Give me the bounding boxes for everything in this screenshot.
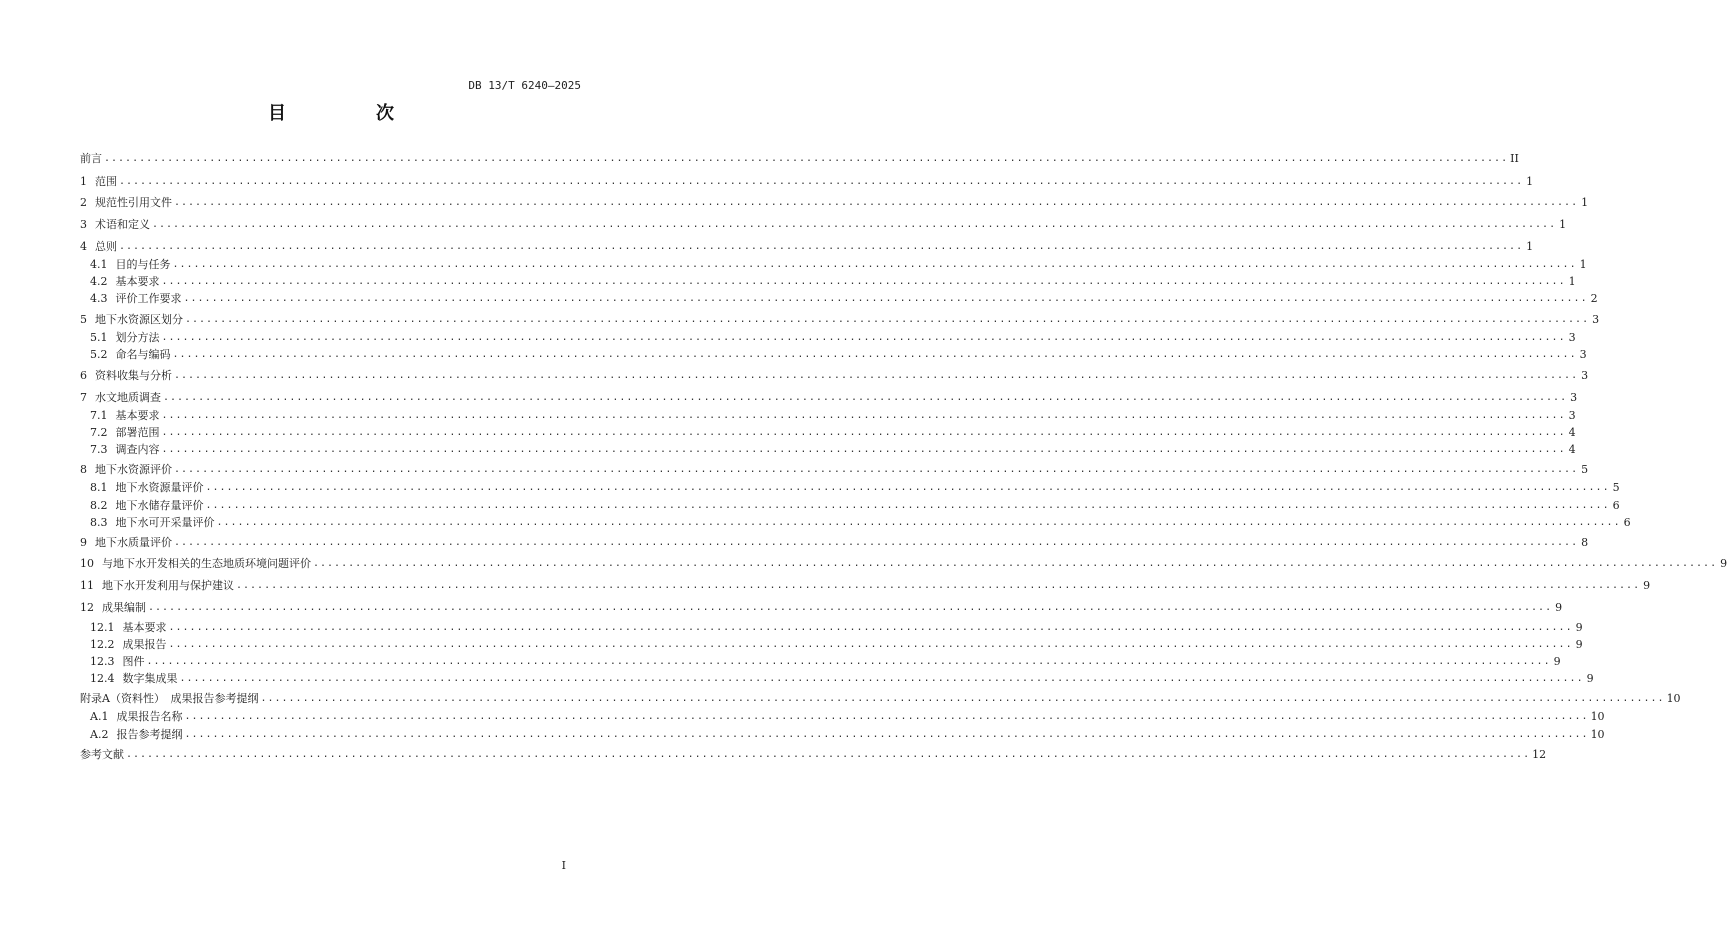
leader-dots: ........................................................................................................................................................................................................ <box>313 558 1718 569</box>
toc-entry-label <box>90 275 160 289</box>
toc-entry-label <box>80 692 258 706</box>
toc-entry[interactable] <box>80 746 1547 762</box>
toc-entry-label <box>90 331 160 345</box>
leader-dots: ........................................................................................................................................................................................................ <box>161 410 1566 421</box>
leader-dots: ........................................................................................................................................................................................................ <box>146 656 1551 667</box>
leader-dots: ........................................................................................................................................................................................................ <box>174 464 1579 475</box>
leader-dots: ........................................................................................................................................................................................................ <box>260 693 1665 704</box>
leader-dots: ........................................................................................................................................................................................................ <box>174 197 1579 208</box>
toc-entry-number: 8.1 <box>90 481 108 494</box>
toc-entry-label <box>90 348 171 362</box>
toc-entry[interactable] <box>90 256 1587 272</box>
leader-dots: ........................................................................................................................................................................................................ <box>216 517 1621 528</box>
toc-entry-text: 参考文献 <box>80 748 124 761</box>
leader-dots: ........................................................................................................................................................................................................ <box>183 293 1588 304</box>
toc-entry-number: 12.1 <box>90 621 115 634</box>
toc-entry-page: 6 <box>1612 499 1620 512</box>
toc-entry-label <box>80 218 150 232</box>
toc-entry-page: 1 <box>1581 196 1589 209</box>
toc-entry-page: 1 <box>1559 218 1567 231</box>
toc-entry-page: 10 <box>1590 728 1605 741</box>
toc-entry-text: 目的与任务 <box>115 258 171 271</box>
toc-entry-text: 地下水储存量评价 <box>115 499 204 512</box>
toc-entry-page: 10 <box>1666 692 1681 705</box>
toc-entry-label <box>90 728 182 742</box>
toc-entry-label <box>90 258 171 272</box>
toc-entry-number: 4.3 <box>90 292 108 305</box>
leader-dots: ........................................................................................................................................................................................................ <box>184 711 1589 722</box>
leader-dots: ........................................................................................................................................................................................................ <box>152 219 1557 230</box>
toc-entry-number: 8 <box>80 463 87 476</box>
toc-entry-label <box>90 672 178 686</box>
toc-entry-text: 部署范围 <box>115 426 160 439</box>
toc-entry[interactable] <box>80 150 1519 166</box>
toc-entry-number: 8.3 <box>90 516 108 529</box>
toc-entry-text: 与地下水开发相关的生态地质环境问题评价 <box>102 557 311 570</box>
leader-dots: ........................................................................................................................................................................................................ <box>119 176 1524 187</box>
toc-entry-page: 1 <box>1579 258 1587 271</box>
toc-entry-label <box>80 240 117 254</box>
toc-entry-label <box>90 516 215 530</box>
toc-entry[interactable] <box>90 479 1620 495</box>
toc-entry-label <box>80 313 183 327</box>
toc-entry-page: 9 <box>1555 601 1563 614</box>
toc-entry-text: 划分方法 <box>115 331 160 344</box>
toc-entry-text: 范围 <box>95 175 117 188</box>
toc-entry[interactable] <box>90 653 1561 669</box>
toc-entry-page: 3 <box>1568 331 1576 344</box>
toc-entry-text: 地下水资源量评价 <box>115 481 204 494</box>
toc-entry[interactable] <box>80 461 1589 477</box>
toc-entry-text: 图件 <box>122 655 145 668</box>
toc-entry-label <box>80 579 234 593</box>
leader-dots: ........................................................................................................................................................................................................ <box>172 259 1577 270</box>
toc-entry-text: 基本要求 <box>115 275 160 288</box>
leader-dots: ........................................................................................................................................................................................................ <box>205 500 1610 511</box>
toc-entry-text: 成果报告名称 <box>116 710 183 723</box>
toc-entry-page: 9 <box>1586 672 1594 685</box>
leader-dots: ........................................................................................................................................................................................................ <box>184 729 1589 740</box>
toc-entry[interactable] <box>90 636 1583 652</box>
toc-entry[interactable] <box>90 514 1631 530</box>
toc-entry-label <box>80 369 172 383</box>
toc-entry[interactable] <box>80 238 1534 254</box>
toc-entry-text: 地下水可开采量评价 <box>115 516 215 529</box>
toc-entry-label <box>80 196 172 210</box>
leader-dots: ........................................................................................................................................................................................................ <box>168 622 1573 633</box>
toc-entry-number: 12 <box>80 601 94 614</box>
toc-entry[interactable] <box>80 311 1600 327</box>
toc-entry-page: 12 <box>1532 748 1547 761</box>
toc-entry-number: 3 <box>80 218 87 231</box>
toc-entry-page: 3 <box>1581 369 1589 382</box>
toc-entry-number: 4 <box>80 240 87 253</box>
toc-entry-number: 8.2 <box>90 499 108 512</box>
toc-entry-page: 3 <box>1579 348 1587 361</box>
leader-dots: ........................................................................................................................................................................................................ <box>174 537 1579 548</box>
toc-entry-page: 1 <box>1526 175 1534 188</box>
toc-entry-page: 4 <box>1568 426 1576 439</box>
toc-entry-label <box>90 710 182 724</box>
toc-entry-page: 9 <box>1553 655 1561 668</box>
toc-entry-page: 10 <box>1590 710 1605 723</box>
page-number: I <box>561 859 566 872</box>
toc-entry[interactable] <box>90 424 1576 440</box>
toc-entry-text: 附录A（资料性） 成果报告参考提纲 <box>80 692 259 705</box>
toc-entry-label <box>90 481 204 495</box>
toc-entry-label <box>80 152 102 166</box>
toc-entry[interactable] <box>80 173 1534 189</box>
toc-entry-label <box>80 748 124 762</box>
toc-entry[interactable] <box>90 346 1587 362</box>
leader-dots: ........................................................................................................................................................................................................ <box>179 673 1584 684</box>
toc-entry-number: 4.1 <box>90 258 108 271</box>
toc-entry-text: 规范性引用文件 <box>95 196 172 209</box>
toc-entry-text: 水文地质调查 <box>95 391 161 404</box>
toc-entry-label <box>80 463 172 477</box>
toc-entry-number: 9 <box>80 536 87 549</box>
toc-entry-label <box>90 499 204 513</box>
toc-entry[interactable] <box>90 290 1598 306</box>
doc-code: DB 13/T 6240—2025 <box>468 79 581 92</box>
toc-entry-page: 1 <box>1568 275 1576 288</box>
toc-entry-text: 术语和定义 <box>95 218 150 231</box>
toc-entry-number: 4.2 <box>90 275 108 288</box>
toc-entry-label <box>80 601 146 615</box>
leader-dots: ........................................................................................................................................................................................................ <box>205 482 1610 493</box>
toc-entry[interactable] <box>90 670 1594 686</box>
toc-entry-text: 评价工作要求 <box>115 292 182 305</box>
toc-entry-text: 前言 <box>80 152 102 165</box>
toc-entry-number: 12.2 <box>90 638 115 651</box>
toc-entry-label <box>90 621 167 635</box>
toc-entry-number: A.1 <box>90 710 109 723</box>
toc-entry-number: 7.1 <box>90 409 108 422</box>
toc-entry[interactable] <box>90 441 1576 457</box>
leader-dots: ........................................................................................................................................................................................................ <box>161 427 1566 438</box>
toc-entry[interactable] <box>90 273 1576 289</box>
toc-entry-number: 11 <box>80 579 94 592</box>
toc-entry-label <box>80 175 117 189</box>
toc-entry[interactable] <box>80 534 1589 550</box>
toc-entry-text: 成果报告 <box>122 638 167 651</box>
toc-entry-page: 5 <box>1581 463 1589 476</box>
toc-entry-text: 基本要求 <box>115 409 160 422</box>
toc-entry-number: 10 <box>80 557 94 570</box>
toc-entry-text: 命名与编码 <box>115 348 171 361</box>
toc-entry[interactable] <box>80 216 1567 232</box>
toc-entry-text: 地下水资源区划分 <box>95 313 183 326</box>
toc-entry-label <box>90 443 160 457</box>
toc-entry[interactable] <box>80 577 1651 593</box>
leader-dots: ........................................................................................................................................................................................................ <box>174 370 1579 381</box>
toc-entry-label <box>90 409 160 423</box>
toc-entry-number: A.2 <box>90 728 109 741</box>
leader-dots: ........................................................................................................................................................................................................ <box>119 241 1524 252</box>
toc-entry-number: 7.2 <box>90 426 108 439</box>
toc-entry-page: 9 <box>1575 621 1583 634</box>
toc-entry-page: 9 <box>1720 557 1727 570</box>
toc-entry-text: 总则 <box>95 240 117 253</box>
toc-entry[interactable] <box>90 497 1620 513</box>
toc-entry-page: 3 <box>1570 391 1578 404</box>
toc-entry-page: 8 <box>1581 536 1589 549</box>
toc-entry-label <box>90 638 167 652</box>
toc-entry-page: 6 <box>1623 516 1631 529</box>
toc-entry-text: 调查内容 <box>115 443 160 456</box>
leader-dots: ........................................................................................................................................................................................................ <box>161 444 1566 455</box>
toc-entry-page: 5 <box>1612 481 1620 494</box>
toc-entry[interactable] <box>80 555 1727 571</box>
toc-entry-page: 4 <box>1568 443 1576 456</box>
leader-dots: ........................................................................................................................................................................................................ <box>148 602 1553 613</box>
toc-title: 目 次 <box>268 103 430 124</box>
toc-entry-number: 5.1 <box>90 331 108 344</box>
toc-entry-label <box>90 426 160 440</box>
toc-entry-text: 地下水资源评价 <box>95 463 172 476</box>
toc-entry-label <box>80 536 172 550</box>
toc-entry-number: 12.4 <box>90 672 115 685</box>
leader-dots: ........................................................................................................................................................................................................ <box>161 276 1566 287</box>
toc-entry-text: 报告参考提纲 <box>116 728 183 741</box>
toc-entry-label <box>80 557 311 571</box>
toc-entry-number: 2 <box>80 196 87 209</box>
toc-entry-page: 3 <box>1592 313 1600 326</box>
leader-dots: ........................................................................................................................................................................................................ <box>168 639 1573 650</box>
toc-entry-number: 6 <box>80 369 87 382</box>
leader-dots: ........................................................................................................................................................................................................ <box>163 392 1568 403</box>
toc-entry-text: 资料收集与分析 <box>95 369 172 382</box>
toc-entry[interactable] <box>80 367 1589 383</box>
toc-entry[interactable] <box>80 194 1589 210</box>
leader-dots: ........................................................................................................................................................................................................ <box>236 580 1641 591</box>
toc-entry-number: 1 <box>80 175 87 188</box>
toc-entry-page: 3 <box>1568 409 1576 422</box>
toc-entry-page: 9 <box>1575 638 1583 651</box>
toc-entry-number: 12.3 <box>90 655 115 668</box>
toc-entry-number: 7.3 <box>90 443 108 456</box>
toc-entry[interactable] <box>90 407 1576 423</box>
toc-entry-label <box>90 292 182 306</box>
leader-dots: ........................................................................................................................................................................................................ <box>172 349 1577 360</box>
toc-entry-text: 地下水开发利用与保护建议 <box>102 579 234 592</box>
leader-dots: ........................................................................................................................................................................................................ <box>104 153 1509 164</box>
toc-entry-page: II <box>1510 152 1519 165</box>
toc-entry-page: 9 <box>1643 579 1651 592</box>
toc-entry-text: 数字集成果 <box>122 672 178 685</box>
toc-entry-label <box>80 391 161 405</box>
toc-entry-label <box>90 655 145 669</box>
toc-entry-page: 1 <box>1526 240 1534 253</box>
toc-entry-page: 2 <box>1590 292 1598 305</box>
toc-entry[interactable] <box>90 619 1583 635</box>
toc-entry[interactable] <box>90 329 1576 345</box>
toc-entry-number: 5 <box>80 313 87 326</box>
toc-entry[interactable] <box>90 726 1605 742</box>
leader-dots: ........................................................................................................................................................................................................ <box>126 749 1531 760</box>
toc-entry-number: 5.2 <box>90 348 108 361</box>
toc-entry-text: 成果编制 <box>102 601 146 614</box>
toc-entry[interactable] <box>80 599 1563 615</box>
toc-entry[interactable] <box>90 708 1605 724</box>
toc-entry-text: 地下水质量评价 <box>95 536 172 549</box>
leader-dots: ........................................................................................................................................................................................................ <box>161 332 1566 343</box>
toc-entry[interactable] <box>80 389 1578 405</box>
toc-entry-text: 基本要求 <box>122 621 167 634</box>
toc-entry-number: 7 <box>80 391 87 404</box>
leader-dots: ........................................................................................................................................................................................................ <box>185 314 1590 325</box>
toc-entry[interactable] <box>80 690 1681 706</box>
